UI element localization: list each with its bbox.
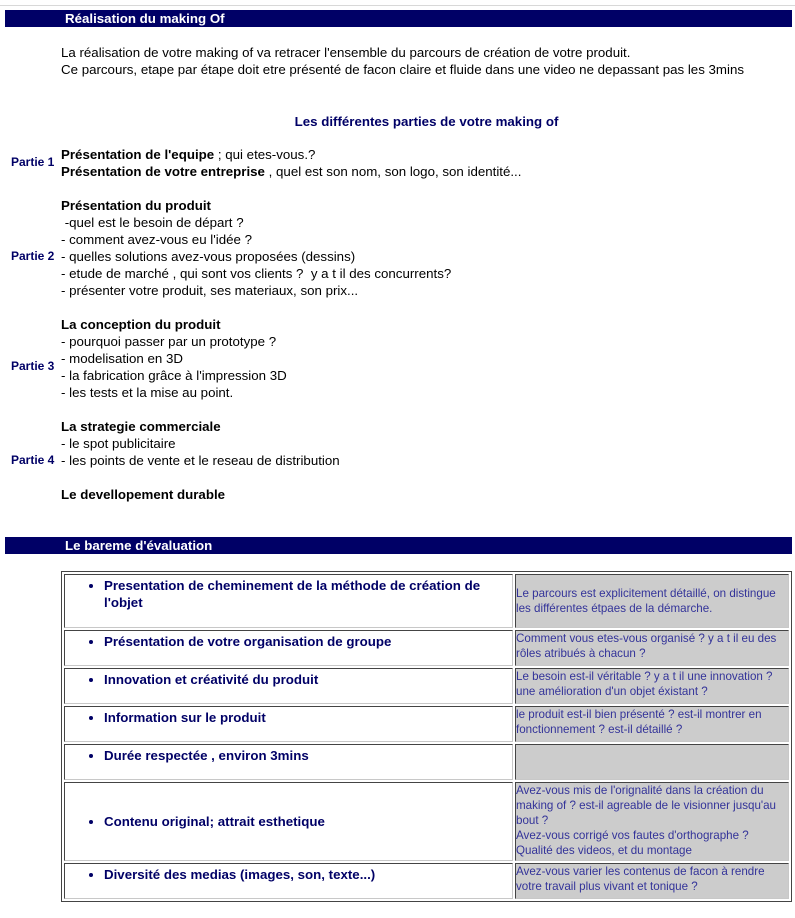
part-line: - etude de marché , qui sont vos clients ? y a t il des concurrents? — [61, 266, 452, 281]
criterion-cell — [64, 668, 513, 704]
description-cell — [515, 574, 789, 628]
description-cell — [515, 706, 789, 742]
part-body — [61, 418, 781, 469]
part-body — [61, 146, 781, 180]
description-text: Le parcours est explicitement détaillé, on distingue les différentes étpaes de la démarche. — [516, 587, 776, 615]
section-header-making-of: Réalisation du making Of — [5, 10, 792, 27]
table-row — [64, 863, 789, 899]
intro-text — [61, 44, 781, 78]
description-cell — [515, 744, 789, 780]
part-heading: La conception du produit — [61, 317, 221, 332]
part-label: Partie 3 — [11, 359, 55, 373]
part-line: - la fabrication grâce à l'impression 3D — [61, 368, 287, 383]
top-divider — [0, 5, 795, 6]
criterion-cell — [64, 574, 513, 628]
criterion-cell — [64, 630, 513, 666]
table-row — [64, 706, 789, 742]
part-line: - présenter votre produit, ses materiaux, son prix... — [61, 283, 359, 298]
part-line: - les points de vente et le reseau de distribution — [61, 453, 340, 468]
criterion-cell — [64, 782, 513, 861]
part-label: Partie 4 — [11, 453, 55, 467]
part-line: - modelisation en 3D — [61, 351, 183, 366]
table-row — [64, 668, 789, 704]
description-text: Avez-vous varier les contenus de facon à rendre votre travail plus vivant et tonique ? — [516, 865, 765, 893]
part-line: - comment avez-vous eu l'idée ? — [61, 232, 252, 247]
criterion-item: • Contenu original; attrait esthetique — [104, 813, 512, 830]
part-line: - le spot publicitaire — [61, 436, 176, 451]
part-body — [61, 197, 781, 299]
evaluation-table — [61, 571, 792, 902]
part-line: - les tests et la mise au point. — [61, 385, 234, 400]
part-line: - quelles solutions avez-vous proposées (dessins) — [61, 249, 356, 264]
sustainability-heading: Le devellopement durable — [61, 487, 226, 502]
part-heading: Présentation de votre entreprise — [61, 164, 265, 179]
criterion-item: • Diversité des medias (images, son, texte...) — [104, 866, 512, 883]
description-text: Comment vous etes-vous organisé ? y a t il eu des rôles atribués à chacun ? — [516, 632, 777, 660]
section-header-bareme: Le bareme d'évaluation — [5, 537, 792, 554]
criterion-item: • Presentation de cheminement de la méthode de création de l'objet — [104, 577, 512, 611]
description-cell — [515, 863, 789, 899]
intro-line-2: Ce parcours, etape par étape doit etre présenté de facon claire et fluide dans une video ne depassant pas les 3mins — [61, 62, 745, 77]
criterion-item: • Innovation et créativité du produit — [104, 671, 512, 688]
criterion-cell — [64, 863, 513, 899]
part-line: - pourquoi passer par un prototype ? — [61, 334, 277, 349]
description-text: le produit est-il bien présenté ? est-il montrer en fonctionnement ? est-il détaillé ? — [516, 708, 762, 736]
intro-line-1: La réalisation de votre making of va retracer l'ensemble du parcours de création de votre produit. — [61, 45, 631, 60]
description-text: Avez-vous mis de l'orignalité dans la création du making of ? est-il agreable de le visionner jusqu'au bout ? — [516, 784, 777, 827]
part-heading: Présentation de l'equipe — [61, 147, 215, 162]
criterion-cell — [64, 744, 513, 780]
criterion-item: • Présentation de votre organisation de groupe — [104, 633, 512, 650]
part-heading: Présentation du produit — [61, 198, 211, 213]
description-cell — [515, 668, 789, 704]
table-row — [64, 630, 789, 666]
description-text: Le besoin est-il véritable ? y a t il une innovation ? une amélioration d'un objet éxistant ? — [516, 670, 773, 698]
part-text: , quel est son nom, son logo, son identité... — [264, 164, 522, 179]
criterion-cell — [64, 706, 513, 742]
part-label: Partie 2 — [11, 249, 55, 263]
description-text: Avez-vous corrigé vos fautes d'orthographe ? Qualité des videos, et du montage — [516, 829, 749, 857]
part-text: ; qui etes-vous.? — [214, 147, 316, 162]
criterion-item: • Durée respectée , environ 3mins — [104, 747, 512, 764]
criterion-item: • Information sur le produit — [104, 709, 512, 726]
description-cell — [515, 782, 789, 861]
part-line: -quel est le besoin de départ ? — [61, 215, 244, 230]
description-cell — [515, 630, 789, 666]
table-row — [64, 744, 789, 780]
parts-title: Les différentes parties de votre making of — [294, 114, 559, 129]
part-body — [61, 316, 781, 401]
part-heading: La strategie commerciale — [61, 419, 221, 434]
table-row — [64, 782, 789, 861]
part-label: Partie 1 — [11, 155, 55, 169]
table-row — [64, 574, 789, 628]
